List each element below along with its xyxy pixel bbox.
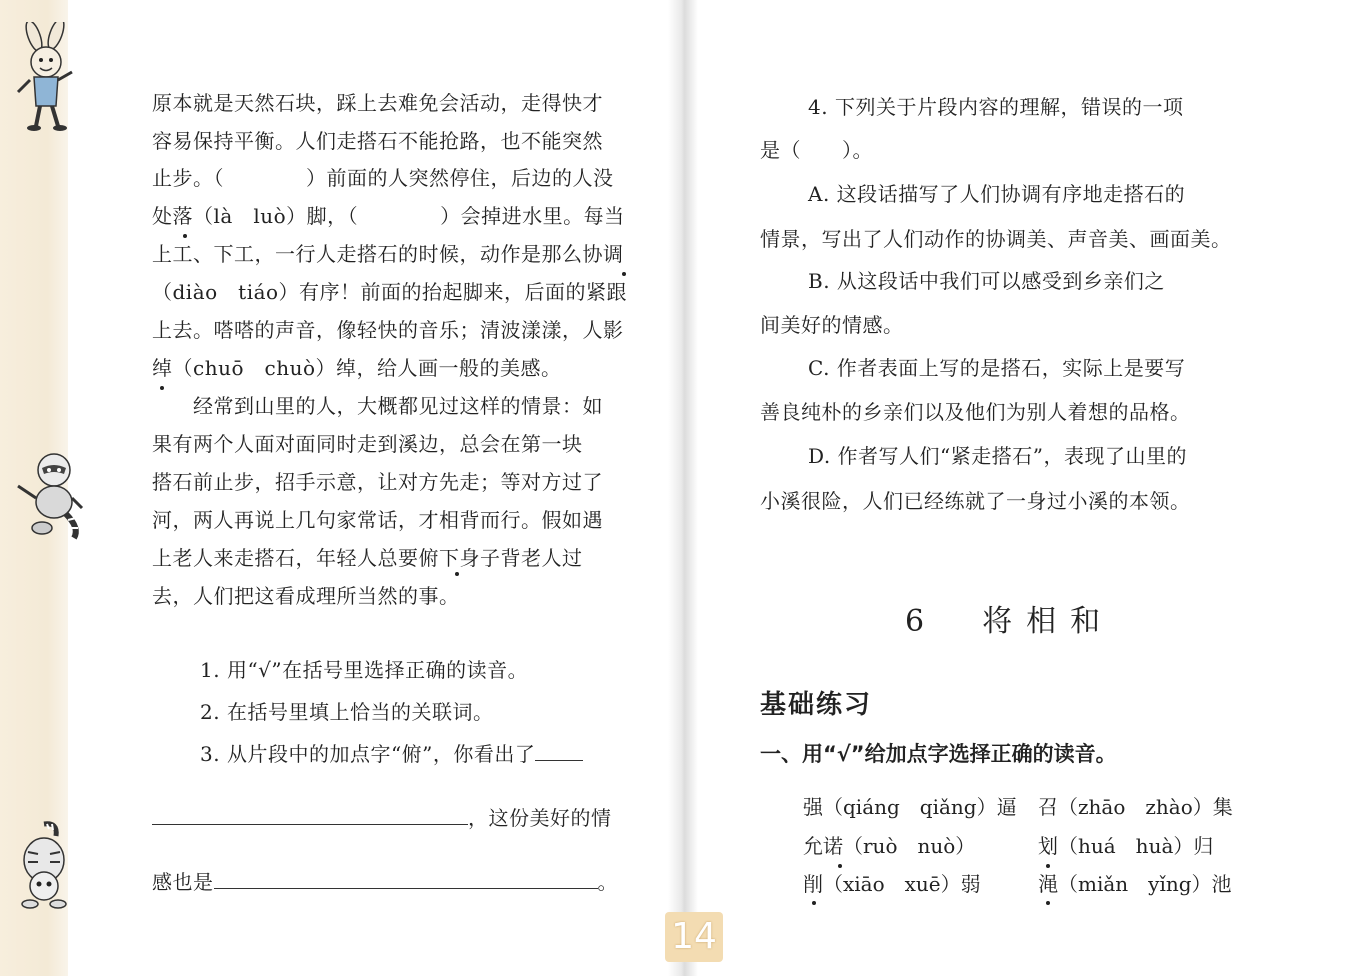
question-2: 2. 在括号里填上恰当的关联词。: [200, 700, 494, 724]
emphasis-dot: [812, 901, 816, 905]
question-3-text: 感也是: [152, 870, 214, 894]
pinyin-item: 召（zhāo zhào）集: [1038, 795, 1233, 819]
option-d-continued: 小溪很险，人们已经练就了一身过小溪的本领。: [760, 489, 1191, 513]
option-d: D. 作者写人们“紧走搭石”，表现了山里的: [808, 444, 1187, 468]
passage-line: 河，两人再说上几句家常话，才相背而行。假如遇: [152, 508, 603, 532]
option-b: B. 从这段话中我们可以感受到乡亲们之: [808, 269, 1165, 293]
lesson-title: 6 将相和: [905, 604, 1115, 639]
exercise-title: 一、用“√”给加点字选择正确的读音。: [760, 742, 1117, 766]
page-number: 14: [665, 912, 723, 962]
passage-line: 处落（là luò）脚，（ ）会掉进水里。每当: [152, 204, 625, 228]
tiger-mascot-icon: [14, 820, 74, 910]
emphasis-dot: [1046, 901, 1050, 905]
emphasis-dot: [622, 272, 626, 276]
passage-line: 去，人们把这看成理所当然的事。: [152, 584, 460, 608]
pinyin-item: 削（xiāo xuē）弱: [803, 872, 981, 896]
passage-line: 止步。（ ）前面的人突然停住，后边的人没: [152, 166, 614, 190]
emphasis-dot: [160, 386, 164, 390]
pinyin-item: 强（qiáng qiǎng）逼: [803, 795, 1017, 819]
question-3: [200, 741, 583, 767]
question-1: 1. 用“√”在括号里选择正确的读音。: [200, 658, 529, 682]
answer-blank[interactable]: [152, 824, 468, 825]
passage-line: 果有两个人面对面同时走到溪边，总会在第一块: [152, 432, 583, 456]
passage-line: （diào tiáo）有序！前面的抬起脚来，后面的紧跟: [152, 280, 628, 304]
passage-line: 经常到山里的人，大概都见过这样的情景：如: [152, 394, 603, 418]
option-b-continued: 间美好的情感。: [760, 313, 904, 337]
option-c-continued: 善良纯朴的乡亲们以及他们为别人着想的品格。: [760, 400, 1191, 424]
question-3-text: ，这份美好的情: [468, 806, 612, 830]
rabbit-mascot-icon: [10, 22, 82, 134]
passage-line: 搭石前止步，招手示意，让对方先走；等对方过了: [152, 470, 603, 494]
question-4-continued: 是（ ）。: [760, 138, 873, 162]
emphasis-dot: [838, 864, 842, 868]
passage-line: 上老人来走搭石，年轻人总要俯下身子背老人过: [152, 546, 583, 570]
option-a-continued: 情景，写出了人们动作的协调美、声音美、画面美。: [760, 227, 1232, 251]
passage-line: 绰（chuō chuò）绰，给人画一般的美感。: [152, 356, 562, 380]
question-3-end: [152, 869, 618, 895]
answer-blank[interactable]: [214, 888, 598, 889]
passage-line: 上工、下工，一行人走搭石的时候，动作是那么协调: [152, 242, 624, 266]
emphasis-dot: [183, 234, 187, 238]
question-3-text: 3. 从片段中的加点字“俯”，你看出了: [200, 742, 536, 766]
book-gutter: [668, 0, 698, 976]
option-a: A. 这段话描写了人们协调有序地走搭石的: [808, 182, 1186, 206]
answer-blank[interactable]: [535, 760, 583, 761]
question-3-continued: [152, 805, 612, 831]
raccoon-mascot-icon: [10, 448, 90, 540]
pinyin-item: 渑（miǎn yǐng）池: [1038, 872, 1232, 896]
question-3-text: 。: [597, 870, 618, 894]
section-heading: 基础练习: [760, 690, 873, 720]
emphasis-dot: [1046, 864, 1050, 868]
option-c: C. 作者表面上写的是搭石，实际上是要写: [808, 356, 1186, 380]
emphasis-dot: [455, 572, 459, 576]
pinyin-item: 划（huá huà）归: [1038, 834, 1214, 858]
pinyin-item: 允诺（ruò nuò）: [803, 834, 976, 858]
passage-line: 原本就是天然石块，踩上去难免会活动，走得快才: [152, 91, 603, 115]
question-4: 4. 下列关于片段内容的理解，错误的一项: [808, 95, 1184, 119]
passage-line: 上去。嗒嗒的声音，像轻快的音乐；清波漾漾，人影: [152, 318, 624, 342]
passage-line: 容易保持平衡。人们走搭石不能抢路，也不能突然: [152, 129, 603, 153]
